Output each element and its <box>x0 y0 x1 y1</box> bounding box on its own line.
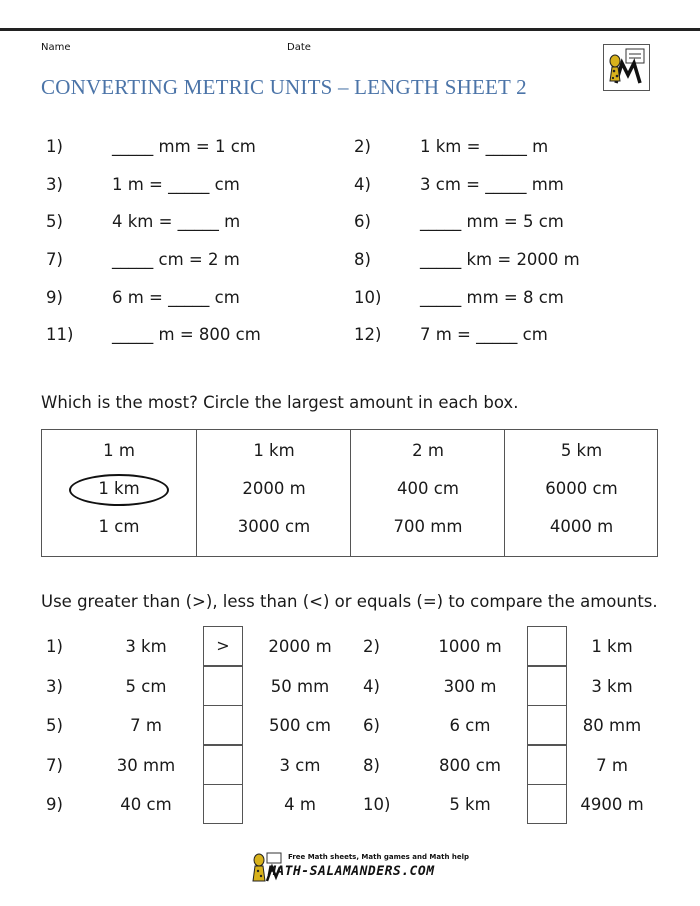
question-number: 4) <box>354 175 371 194</box>
page-title: CONVERTING METRIC UNITS – LENGTH SHEET 2 <box>41 75 527 99</box>
compare-right: 4 m <box>284 795 316 814</box>
compare-left: 5 cm <box>125 677 167 696</box>
question-number: 12) <box>354 325 382 344</box>
question-text: 4 km = _____ m <box>112 212 241 231</box>
compare-right: 3 cm <box>279 756 321 775</box>
compare-right: 500 cm <box>269 716 331 735</box>
compare-left: 1000 m <box>438 637 502 656</box>
compare-left: 3 km <box>125 637 167 656</box>
compare-number: 2) <box>363 637 380 656</box>
question-text: _____ km = 2000 m <box>420 250 580 269</box>
compare-number: 5) <box>46 716 63 735</box>
compare-right: 2000 m <box>268 637 332 656</box>
question-number: 3) <box>46 175 63 194</box>
question-text: 3 cm = _____ mm <box>420 175 564 194</box>
date-label: Date <box>287 42 311 53</box>
answer-circle <box>69 474 169 506</box>
compare-answer-box[interactable] <box>203 745 243 785</box>
compare-answer-box[interactable] <box>203 666 243 706</box>
question-number: 9) <box>46 288 63 307</box>
question-text: 6 m = _____ cm <box>112 288 240 307</box>
salamander-logo-icon <box>604 45 649 90</box>
compare-right: 1 km <box>591 637 633 656</box>
name-label: Name <box>41 42 71 53</box>
amount-option[interactable]: 700 mm <box>393 517 463 536</box>
most-box <box>42 430 196 556</box>
compare-left: 5 km <box>449 795 491 814</box>
compare-number: 3) <box>46 677 63 696</box>
amount-option[interactable]: 2000 m <box>242 479 306 498</box>
question-number: 5) <box>46 212 63 231</box>
compare-left: 30 mm <box>116 756 176 775</box>
question-text: 1 km = _____ m <box>420 137 549 156</box>
compare-left: 40 cm <box>120 795 172 814</box>
most-box <box>504 430 658 556</box>
compare-number: 9) <box>46 795 63 814</box>
compare-number: 4) <box>363 677 380 696</box>
most-box <box>196 430 351 556</box>
question-text: _____ mm = 1 cm <box>112 137 256 156</box>
question-text: _____ m = 800 cm <box>112 325 261 344</box>
compare-number: 7) <box>46 756 63 775</box>
salamander-logo <box>603 44 650 91</box>
compare-answer-box[interactable] <box>203 784 243 824</box>
amount-option[interactable]: 1 cm <box>98 517 140 536</box>
question-number: 11) <box>46 325 74 344</box>
compare-number: 8) <box>363 756 380 775</box>
compare-left: 6 cm <box>449 716 491 735</box>
question-number: 7) <box>46 250 63 269</box>
compare-right: 7 m <box>596 756 628 775</box>
compare-number: 6) <box>363 716 380 735</box>
most-instruction: Which is the most? Circle the largest amount in each box. <box>41 393 519 412</box>
compare-left: 800 cm <box>439 756 501 775</box>
footer-tagline: Free Math sheets, Math games and Math help <box>288 853 470 861</box>
compare-number: 10) <box>363 795 391 814</box>
amount-option[interactable]: 3000 cm <box>237 517 311 536</box>
most-box <box>350 430 505 556</box>
compare-right: 3 km <box>591 677 633 696</box>
top-rule <box>0 28 700 31</box>
compare-answer-box[interactable] <box>203 705 243 745</box>
question-number: 10) <box>354 288 382 307</box>
compare-right: 80 mm <box>582 716 642 735</box>
compare-left: 7 m <box>130 716 162 735</box>
most-table <box>41 429 658 557</box>
compare-instruction: Use greater than (>), less than (<) or equals (=) to compare the amounts. <box>41 592 658 611</box>
compare-answer-box[interactable]: > <box>203 626 243 666</box>
question-number: 1) <box>46 137 63 156</box>
amount-option[interactable]: 4000 m <box>549 517 614 536</box>
question-text: 1 m = _____ cm <box>112 175 240 194</box>
compare-right: 4900 m <box>580 795 644 814</box>
amount-option[interactable]: 400 cm <box>397 479 459 498</box>
footer-brand[interactable]: MATH-SALAMANDERS.COM <box>268 864 435 879</box>
amount-option[interactable]: 1 km <box>98 479 140 498</box>
amount-option[interactable]: 1 m <box>103 441 135 460</box>
question-text: 7 m = _____ cm <box>420 325 548 344</box>
question-text: _____ mm = 5 cm <box>420 212 564 231</box>
question-number: 6) <box>354 212 371 231</box>
amount-option[interactable]: 1 km <box>253 441 295 460</box>
compare-left: 300 m <box>443 677 497 696</box>
amount-option[interactable]: 5 km <box>560 441 603 460</box>
amount-option[interactable]: 6000 cm <box>545 479 618 498</box>
question-text: _____ mm = 8 cm <box>420 288 564 307</box>
compare-right: 50 mm <box>270 677 330 696</box>
compare-number: 1) <box>46 637 63 656</box>
question-number: 8) <box>354 250 371 269</box>
question-number: 2) <box>354 137 371 156</box>
question-text: _____ cm = 2 m <box>112 250 240 269</box>
amount-option[interactable]: 2 m <box>412 441 444 460</box>
